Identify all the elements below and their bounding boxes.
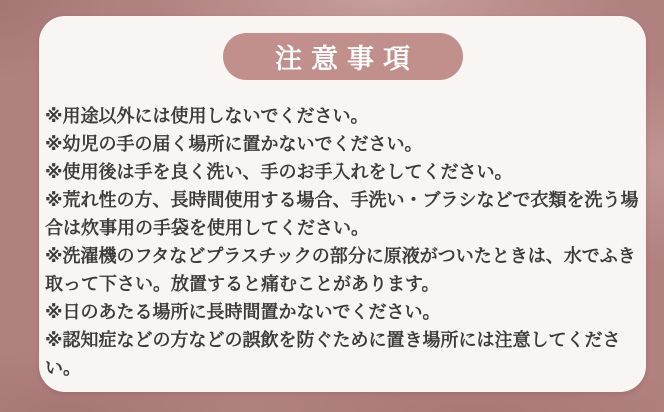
note-item: ※認知症などの方などの誤飲を防ぐために置き場所には注意してください。 (45, 330, 621, 378)
notes-list (45, 102, 642, 382)
note-item: ※幼児の手の届く場所に置かないでください。 (45, 134, 423, 154)
note-item: ※荒れ性の方、長時間使用する場合、手洗い・ブラシなどで衣類を洗う場合は炊事用の手袋を使用してください。 (45, 190, 639, 238)
note-item: ※日のあたる場所に長時間置かないでください。 (45, 302, 441, 322)
notice-title: 注意事項 (275, 44, 419, 74)
notice-title-badge (223, 33, 463, 80)
notice-card (39, 16, 646, 392)
note-item: ※洗濯機のフタなどプラスチックの部分に原液がついたときは、水でふき取って下さい。放置すると痛むことがあります。 (45, 246, 636, 294)
note-item: ※用途以外には使用しないでください。 (45, 106, 369, 126)
note-item: ※使用後は手を良く洗い、手のお手入れをしてください。 (45, 162, 513, 182)
